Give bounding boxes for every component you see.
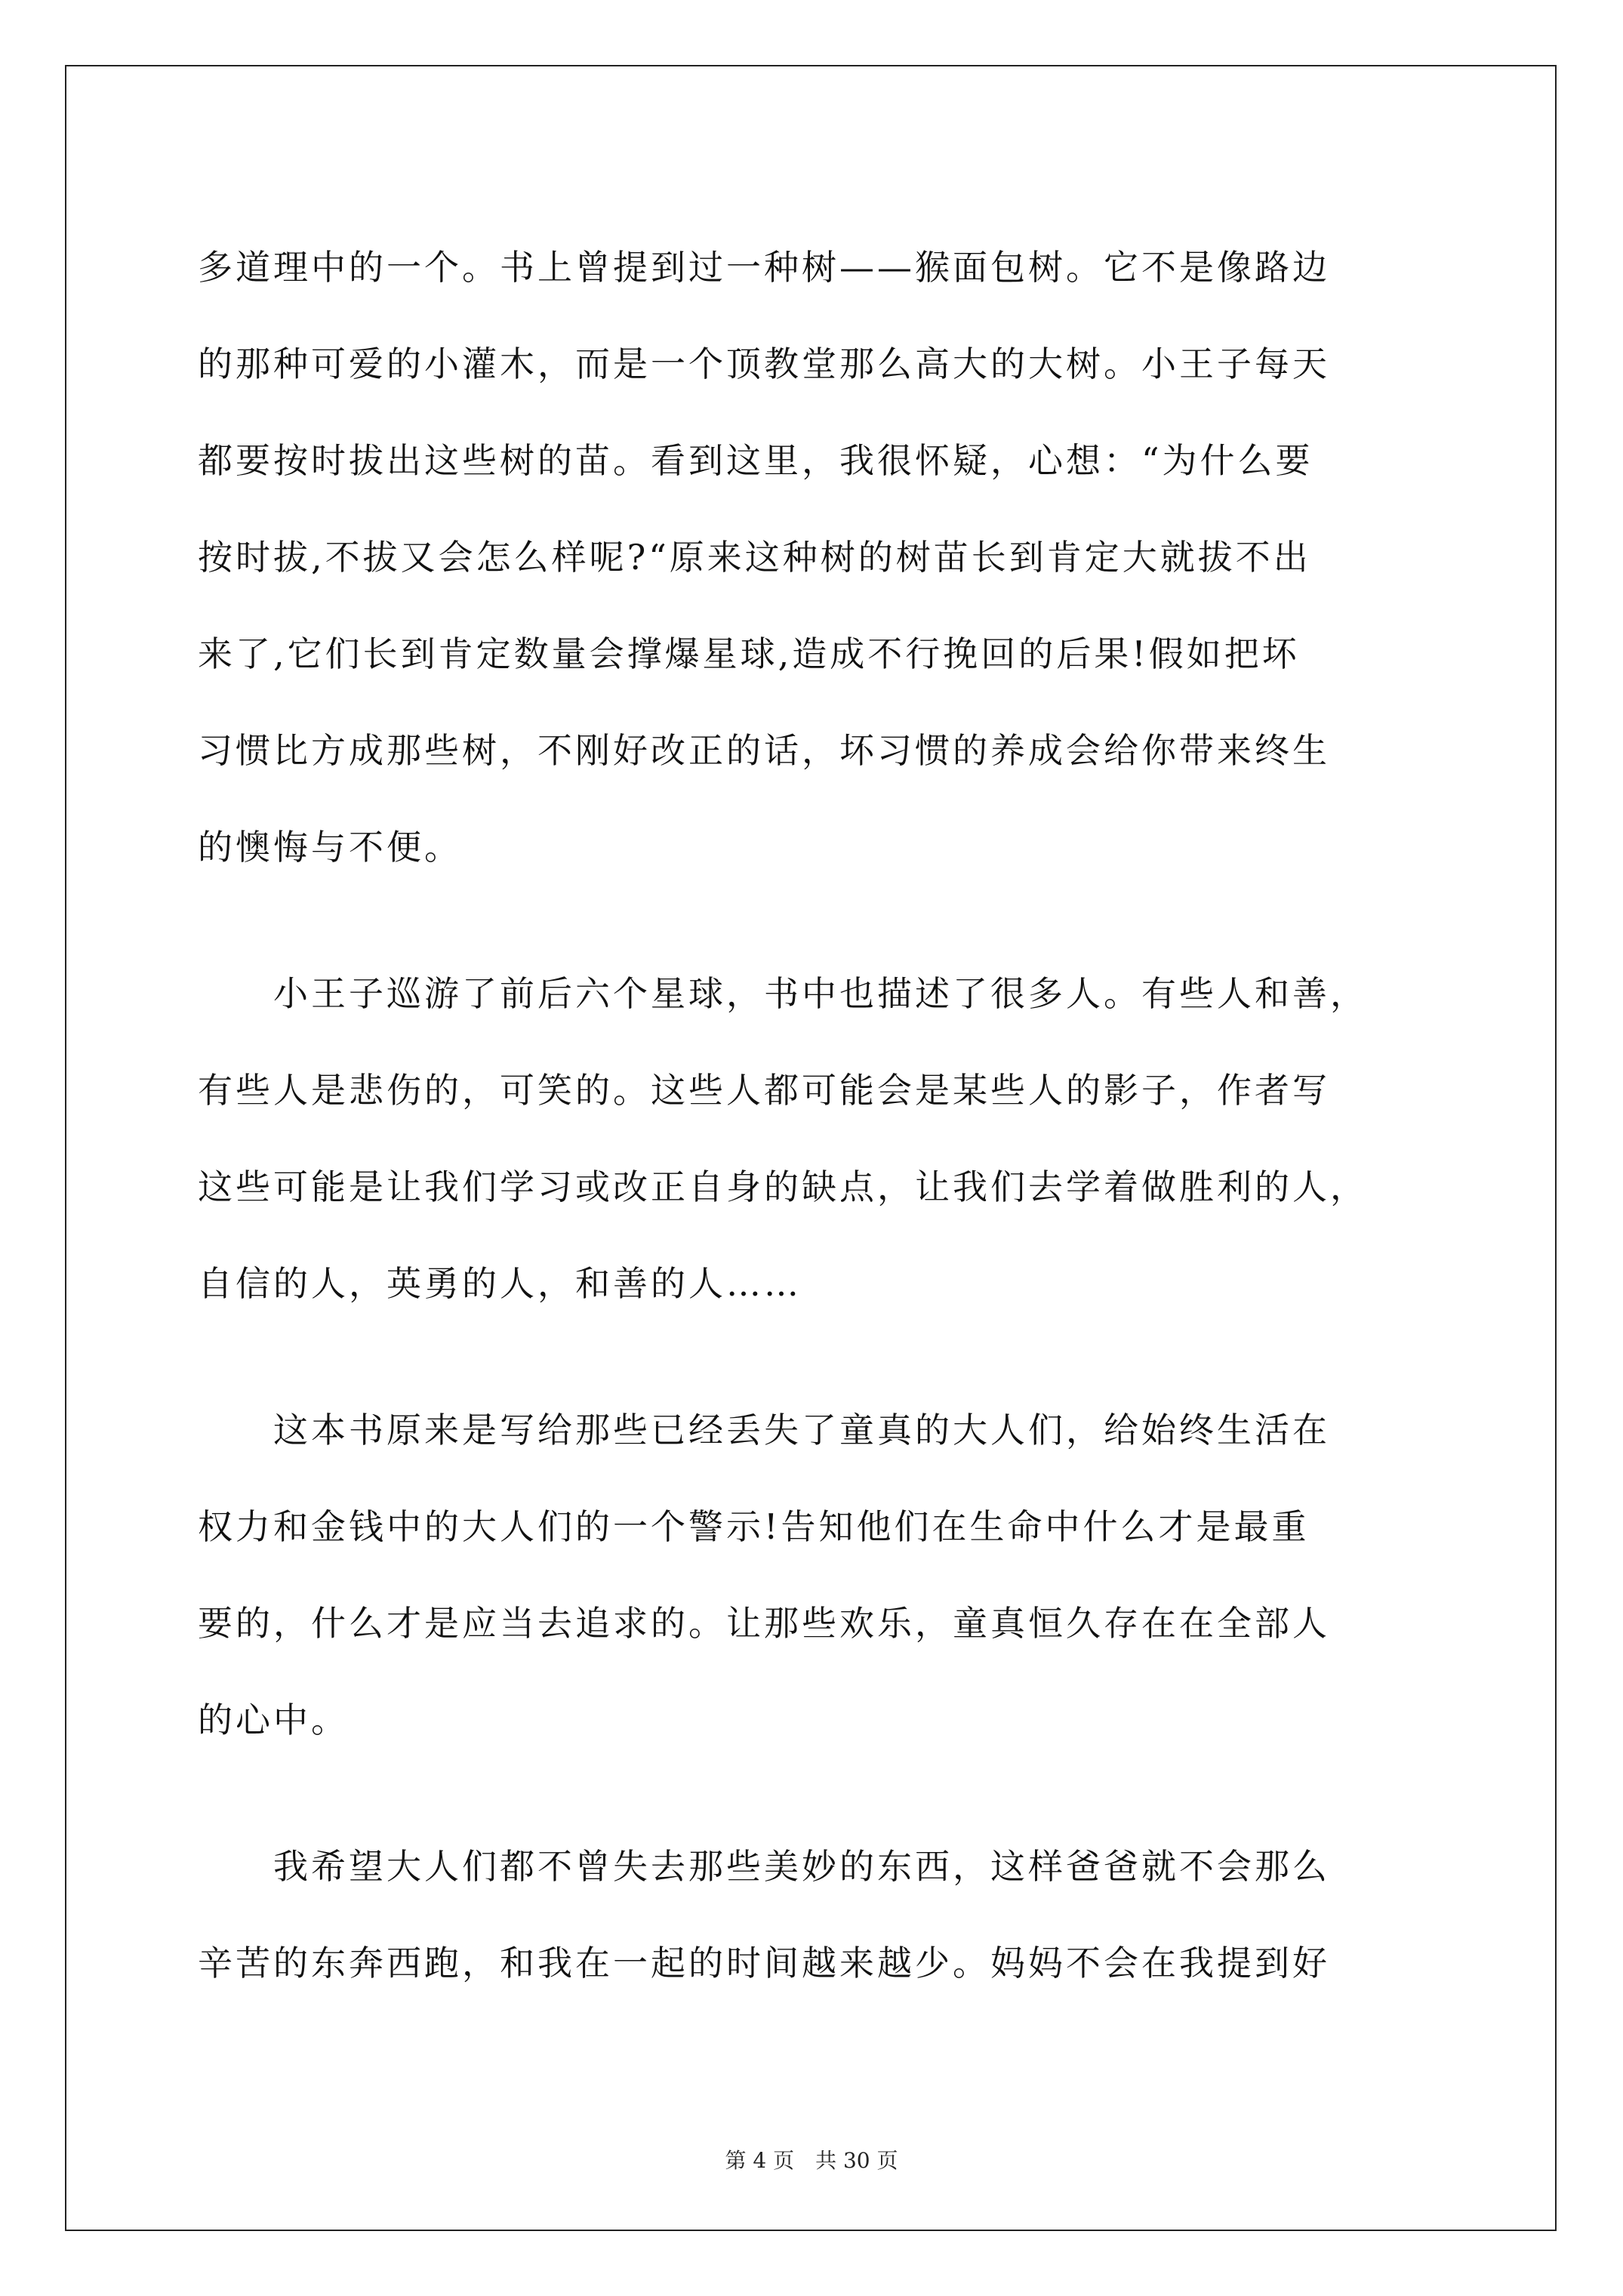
text-line: 这些可能是让我们学习或改正自身的缺点，让我们去学着做胜利的人，	[198, 1166, 1368, 1207]
paragraph	[198, 1818, 1436, 2011]
text-line: 小王子巡游了前后六个星球，书中也描述了很多人。有些人和善，	[198, 973, 1368, 1014]
document-body	[198, 219, 1436, 2011]
text-line: 的懊悔与不便。	[198, 827, 462, 868]
text-line: 辛苦的东奔西跑，和我在一起的时间越来越少。妈妈不会在我提到好	[198, 1943, 1330, 1983]
text-line: 我希望大人们都不曾失去那些美妙的东西，这样爸爸就不会那么	[198, 1846, 1330, 1887]
paragraph-gap	[198, 1332, 1436, 1382]
text-line: 的那种可爱的小灌木，而是一个顶教堂那么高大的大树。小王子每天	[198, 344, 1330, 384]
text-line: 有些人是悲伤的，可笑的。这些人都可能会是某些人的影子，作者写	[198, 1070, 1330, 1111]
text-line: 权力和金钱中的大人们的一个警示!告知他们在生命中什么才是最重	[198, 1506, 1310, 1547]
paragraph	[198, 219, 1436, 895]
text-line: 习惯比方成那些树，不刚好改正的话，坏习惯的养成会给你带来终生	[198, 730, 1330, 771]
text-line: 自信的人，英勇的人，和善的人……	[198, 1263, 802, 1304]
text-line: 的心中。	[198, 1700, 349, 1740]
paragraph	[198, 1382, 1436, 1768]
paragraph-gap	[198, 895, 1436, 945]
text-line: 这本书原来是写给那些已经丢失了童真的大人们，给始终生活在	[198, 1410, 1330, 1450]
text-line: 要的，什么才是应当去追求的。让那些欢乐，童真恒久存在在全部人	[198, 1603, 1330, 1644]
text-line: 都要按时拔出这些树的苗。看到这里，我很怀疑，心想：“为什么要	[198, 440, 1313, 481]
text-line: 按时拔,不拔又会怎么样呢?“原来这种树的树苗长到肯定大就拔不出	[198, 537, 1311, 578]
text-line: 多道理中的一个。书上曾提到过一种树——猴面包树。它不是像路边	[198, 247, 1330, 288]
page-number-footer: 第 4 页 共 30 页	[725, 2148, 898, 2173]
text-line: 来了,它们长到肯定数量会撑爆星球,造成不行挽回的后果!假如把坏	[198, 633, 1300, 674]
paragraph	[198, 945, 1436, 1332]
paragraph-gap	[198, 1768, 1436, 1818]
